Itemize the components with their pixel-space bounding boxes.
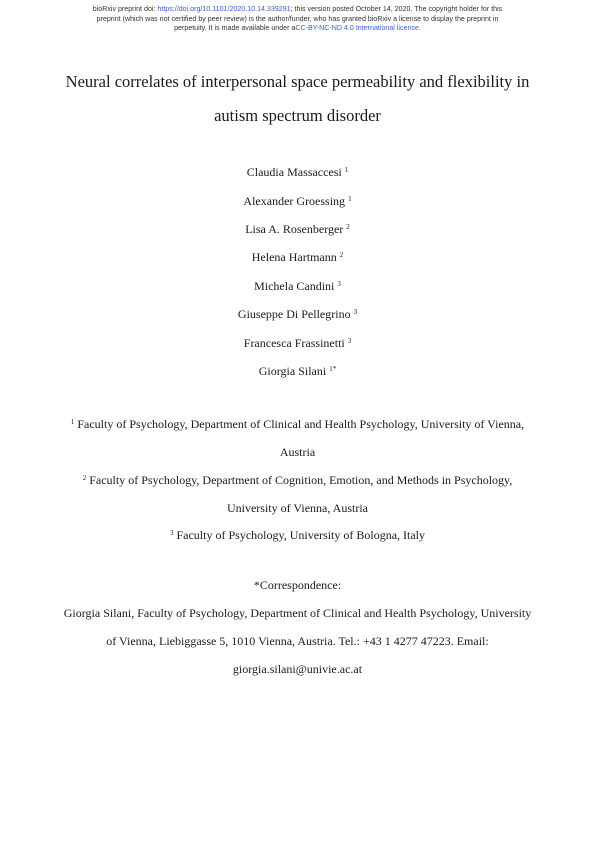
preprint-header [40, 5, 555, 34]
title-line-2: autism spectrum disorder [214, 106, 381, 125]
correspondence-email[interactable]: giorgia.silani@univie.ac.at [232, 662, 363, 676]
header-line-1: bioRxiv preprint doi: https://doi.org/10.1101/2020.10.14.339291; this version posted October 14, 2020. The copyright holder for this [92, 5, 503, 13]
license-link[interactable]: CC-BY-NC-ND 4.0 International license [295, 24, 419, 32]
author: Helena Hartmann $^2$ [251, 250, 344, 264]
header-line-3: perpetuity. It is made available under aCC-BY-NC-ND 4.0 International license. [174, 24, 421, 32]
author: Giuseppe Di Pellegrino $^3$ [237, 307, 358, 321]
affiliation-continued: Austria [279, 445, 316, 459]
affiliation-continued: University of Vienna, Austria [226, 501, 369, 515]
affiliation: $^3$ Faculty of Psychology, University of Bologna, Italy [169, 528, 426, 542]
author: Michela Candini $^3$ [254, 279, 341, 293]
author: Giorgia Silani $^{1*}$ [258, 364, 337, 378]
paper-title [0, 68, 595, 129]
header-line-2: preprint (which was not certified by peer review) is the author/funder, who has granted bioRxiv a license to display the preprint in [96, 14, 499, 23]
author: Alexander Groessing $^1$ [243, 194, 352, 208]
author: Lisa A. Rosenberger $^2$ [245, 222, 350, 236]
author: Claudia Massaccesi $^1$ [246, 165, 349, 179]
doi-link[interactable]: https://doi.org/10.1101/2020.10.14.339291 [157, 5, 291, 13]
correspondence-heading: *Correspondence: [253, 578, 342, 592]
affiliation: $^1$ Faculty of Psychology, Department of Clinical and Health Psychology, University of Vienna, [70, 417, 525, 431]
correspondence-line: Giorgia Silani, Faculty of Psychology, Department of Clinical and Health Psychology, University [63, 606, 532, 620]
author: Francesca Frassinetti $^3$ [243, 336, 352, 350]
correspondence-line: of Vienna, Liebiggasse 5, 1010 Vienna, Austria. Tel.: +43 1 4277 47223. Email: [106, 634, 489, 648]
title-line-1: Neural correlates of interpersonal space permeability and flexibility in [65, 72, 530, 91]
affiliation: $^2$ Faculty of Psychology, Department of Cognition, Emotion, and Methods in Psychology, [82, 473, 513, 487]
